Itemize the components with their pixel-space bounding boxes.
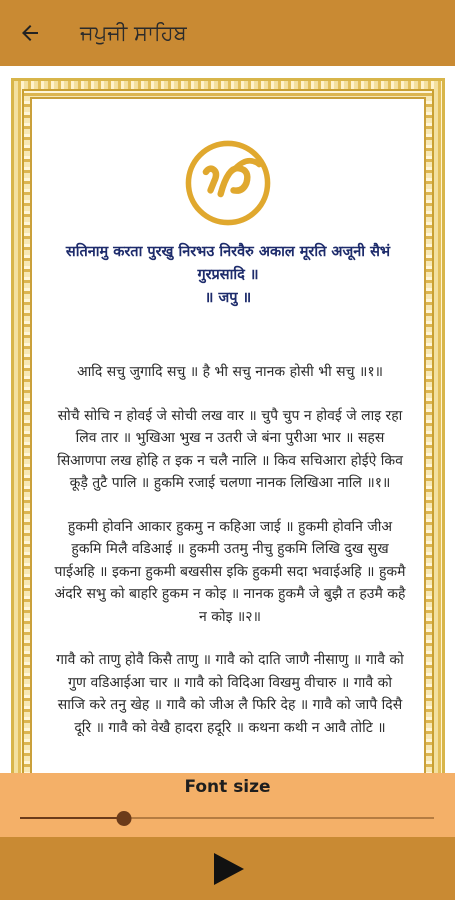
mool-mantar-text: सतिनामु करता पुरखु निरभउ निरवैरु अकाल मूरति अजूनी सैभं गुरप्रसादि ॥ (65, 244, 391, 283)
arrow-left-icon (18, 21, 42, 45)
verse-4: गावै को ताणु होवै किसै ताणु ॥ गावै को दाति जाणै नीसाणु ॥ गावै को गुण वडिआईआ चार ॥ गावै को विदिआ विखमु वीचारु ॥ गावै को साजि करे तनु खेह ॥ गावै को जीअ लै फिरि देह ॥ गावै को जापै दिसै दूरि ॥ गावै को वेखै हादरा हदूरि ॥ कथना कथी न आवै तोटि ॥ (56, 652, 404, 736)
audio-player-bar (0, 837, 455, 900)
gurbani-content[interactable] (0, 66, 455, 773)
app-bar (0, 0, 455, 66)
verse-1: आदि सचु जुगादि सचु ॥ है भी सचु नानक होसी भी सचु ॥१॥ (76, 364, 384, 380)
slider-thumb[interactable] (117, 811, 132, 826)
mool-mantar (44, 241, 412, 310)
font-size-panel (0, 773, 455, 837)
back-button[interactable] (0, 0, 60, 66)
font-size-label: Font size (184, 777, 271, 797)
japu-heading: ॥ जपु ॥ (204, 290, 252, 306)
verse-2: सोचै सोचि न होवई जे सोची लख वार ॥ चुपै चुप न होवई जे लाइ रहा लिव तार ॥ भुखिआ भुख न उतरी जे बंना पुरीआ भार ॥ सहस सिआणपा लख होहि त इक न चलै नालि ॥ किव सचिआरा होईऐ किव कूड़ै तुटै पालि ॥ हुकमि रजाई चलणा नानक लिखिआ नालि ॥१॥ (57, 407, 403, 491)
page-title: ਜਪੁਜੀ ਸਾਹਿਬ (80, 20, 187, 45)
decorative-border (11, 78, 445, 773)
text-page (30, 97, 426, 773)
verses-list (54, 361, 406, 760)
ik-onkar-icon (182, 137, 274, 229)
slider-fill (20, 817, 124, 819)
verse-3: हुकमी होवनि आकार हुकमु न कहिआ जाई ॥ हुकमी होवनि जीअ हुकमि मिलै वडिआई ॥ हुकमी उतमु नीचु हुकमि लिखि दुख सुख पाईअहि ॥ इकना हुकमी बखसीस इकि हुकमी सदा भवाईअहि ॥ हुकमै अंदरि सभु को बाहरि हुकम न कोइ ॥ नानक हुकमै जे बुझै त हउमै कहै न कोइ ॥२॥ (54, 518, 406, 625)
font-size-slider[interactable] (20, 813, 434, 823)
play-icon[interactable] (212, 851, 246, 887)
